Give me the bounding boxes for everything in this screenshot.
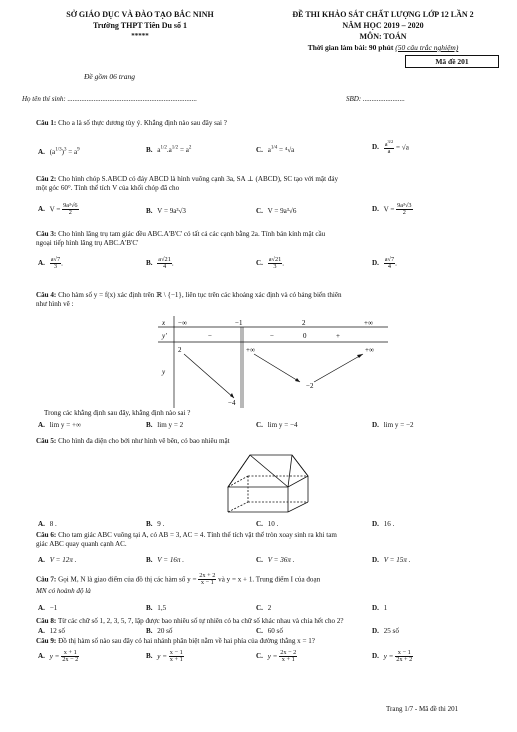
frac-num: a√7 bbox=[384, 256, 395, 263]
question-9 bbox=[36, 637, 496, 646]
q1-option-c[interactable]: C. $a^{1/4} = ^4√a$ bbox=[256, 146, 295, 155]
subject: MÔN: TOÁN bbox=[359, 32, 407, 41]
option-value: V = 16π . bbox=[157, 556, 185, 564]
arrow-head bbox=[295, 378, 300, 382]
option-value: 8 . bbox=[49, 520, 57, 528]
q1-option-a[interactable]: A. $(a^{1/3})^3 = a^9$ bbox=[38, 148, 80, 157]
option-letter: D. bbox=[372, 421, 379, 429]
option-letter: C. bbox=[256, 556, 263, 564]
option-value: lim y = −4 bbox=[267, 421, 298, 429]
option-value: lim y = 2 bbox=[157, 421, 184, 429]
y-value: −2 bbox=[306, 382, 314, 390]
question-text-2: giác ABC quay quanh cạnh AC. bbox=[36, 539, 127, 548]
q8-option-a[interactable] bbox=[38, 627, 65, 636]
time-text: Thời gian làm bài: 90 phút bbox=[307, 43, 394, 52]
q4-option-d[interactable] bbox=[372, 421, 414, 430]
question-label: Câu 6: bbox=[36, 531, 57, 539]
department-name: SỞ GIÁO DỤC VÀ ĐÀO TẠO BẮC NINH bbox=[66, 10, 214, 19]
q3-option-c[interactable]: C. $\frac{a√21}{3}$ . bbox=[256, 256, 285, 271]
option-value: 1,5 bbox=[157, 604, 167, 612]
arrow-head bbox=[357, 354, 363, 358]
frac-num: 2x − 2 bbox=[280, 649, 297, 656]
option-letter: B. bbox=[146, 604, 153, 612]
option-letter: C. bbox=[256, 207, 263, 215]
q2-option-d[interactable] bbox=[372, 203, 413, 217]
x-row-label: x bbox=[162, 319, 166, 327]
option-letter: B. bbox=[146, 627, 153, 635]
q4-options bbox=[38, 418, 498, 434]
option-value: −1 bbox=[49, 604, 58, 612]
option-value: 60 số bbox=[267, 627, 283, 635]
frac-den: x + 1 bbox=[281, 656, 295, 664]
option-letter: A. bbox=[38, 604, 45, 612]
frac-den: 2x − 2 bbox=[62, 656, 79, 664]
option-value: 16 . bbox=[383, 520, 395, 528]
x-value: −1 bbox=[235, 319, 243, 327]
q8-option-b[interactable] bbox=[146, 627, 172, 636]
frac-den: 3 bbox=[53, 263, 57, 271]
option-letter: D. bbox=[372, 627, 379, 635]
option-value: 2 bbox=[267, 604, 272, 612]
q9-option-d[interactable]: D. y = $\frac{x - 1}{2x + 2}$ bbox=[372, 649, 413, 664]
option-value: lim y = +∞ bbox=[49, 421, 82, 429]
polyhedron-figure bbox=[222, 452, 314, 516]
option-letter: A. bbox=[38, 556, 45, 564]
option-value: V = 9a³√3 bbox=[157, 207, 186, 215]
q3-option-b[interactable]: B. $\frac{a√21}{4}$ . bbox=[146, 256, 174, 271]
q6-option-d[interactable] bbox=[372, 556, 410, 565]
option-value: V = 12π . bbox=[49, 556, 77, 564]
question-3 bbox=[36, 230, 496, 248]
q1-option-b[interactable]: B. $a^{1/2}.a^{1/2} = a^2$ bbox=[146, 146, 192, 155]
yprime-sign: − bbox=[270, 332, 274, 340]
option-letter: C. bbox=[256, 146, 263, 155]
q6-option-b[interactable] bbox=[146, 556, 184, 565]
option-letter: B. bbox=[146, 207, 153, 215]
q9-options bbox=[38, 650, 498, 670]
option-letter: A. bbox=[38, 421, 45, 429]
page-footer: Trang 1/7 - Mã đề thi 201 bbox=[386, 705, 459, 713]
increase-arrow bbox=[314, 354, 363, 382]
question-text-2: một góc 60°. Tính thể tích V của khối chóp đã cho bbox=[36, 183, 180, 192]
option-letter: A. bbox=[38, 148, 45, 157]
option-letter: C. bbox=[256, 421, 263, 429]
frac-num: a√7 bbox=[50, 256, 61, 263]
q9-option-a[interactable]: A. y = $\frac{x + 1}{2x - 2}$ bbox=[38, 649, 79, 664]
yprime-sign: + bbox=[336, 332, 340, 340]
q4-option-c[interactable] bbox=[256, 421, 298, 430]
q7-option-b[interactable] bbox=[146, 604, 166, 613]
q2-option-b[interactable] bbox=[146, 207, 186, 216]
x-value: +∞ bbox=[364, 319, 373, 327]
q4-prompt: Trong các khẳng định sau đây, khẳng định nào sai ? bbox=[44, 409, 191, 417]
question-text: Cho hàm số y = f(x) xác định trên ℝ \ {−1}, liên tục trên các khoảng xác định và có bảng biến thiên bbox=[58, 291, 342, 299]
option-letter: D. bbox=[372, 259, 379, 268]
option-value: V = bbox=[383, 205, 397, 214]
option-letter: B. bbox=[146, 520, 153, 528]
question-text: Từ các chữ số 1, 2, 3, 5, 7, lập được bao nhiêu số tự nhiên có ba chữ số khác nhau và chia hết cho 2? bbox=[57, 617, 344, 625]
yprime-row-label: y' bbox=[162, 332, 167, 340]
q7-option-a[interactable] bbox=[38, 604, 57, 613]
question-6 bbox=[36, 531, 496, 549]
option-letter: B. bbox=[146, 259, 153, 268]
yprime-sign: − bbox=[208, 332, 212, 340]
pages-note: Đề gồm 06 trang bbox=[84, 72, 136, 81]
yprime-sign: 0 bbox=[303, 332, 307, 340]
question-label: Câu 5: bbox=[36, 437, 57, 445]
frac-num: x + 1 bbox=[61, 650, 79, 657]
question-label: Câu 1: bbox=[36, 119, 57, 127]
option-value: V = 15π . bbox=[383, 556, 411, 564]
question-label: Câu 2: bbox=[36, 175, 57, 183]
question-5 bbox=[36, 437, 496, 446]
option-letter: B. bbox=[146, 556, 153, 564]
frac-den: 2 bbox=[68, 209, 72, 217]
y-value: +∞ bbox=[246, 346, 255, 354]
frac-den: x + 1 bbox=[169, 656, 183, 664]
q8-option-c[interactable] bbox=[256, 627, 283, 636]
frac-num: 2x + 2 bbox=[199, 572, 216, 579]
q6-option-c[interactable] bbox=[256, 556, 294, 565]
option-letter: B. bbox=[146, 146, 153, 155]
time-note: (50 câu trắc nghiệm) bbox=[395, 43, 459, 52]
question-text-b: và y = x + 1. Trung điểm I của đoạn bbox=[218, 575, 321, 584]
frac-num: x − 1 bbox=[169, 649, 183, 656]
frac-den: 4 bbox=[387, 263, 391, 271]
option-letter: D. bbox=[372, 143, 379, 152]
decrease-arrow bbox=[254, 354, 300, 382]
x-value: 2 bbox=[302, 319, 306, 327]
y-value: 2 bbox=[178, 346, 182, 354]
option-letter: C. bbox=[256, 259, 263, 268]
question-7 bbox=[36, 573, 496, 595]
school-year: NĂM HỌC 2019 – 2020 bbox=[342, 21, 424, 30]
stars: ***** bbox=[131, 32, 149, 40]
option-letter: D. bbox=[372, 205, 379, 214]
y-value: +∞ bbox=[365, 346, 374, 354]
q7-option-d[interactable] bbox=[372, 604, 387, 613]
option-value: V = bbox=[49, 205, 63, 214]
option-letter: A. bbox=[38, 520, 45, 528]
option-letter: A. bbox=[38, 259, 45, 268]
x-value: −∞ bbox=[178, 319, 187, 327]
question-text: Gọi M, N là giao điểm của đồ thị các hàm số y = bbox=[58, 575, 197, 584]
option-value: 20 số bbox=[157, 627, 173, 635]
question-text: Cho hình lăng trụ tam giác đều ABC.A'B'C' có tất cả các cạnh bằng 2a. Tính bán kính mặt cầu bbox=[58, 230, 326, 238]
option-letter: C. bbox=[256, 652, 263, 661]
option-letter: A. bbox=[38, 627, 45, 635]
frac-num: 9a³√6 bbox=[63, 202, 78, 209]
option-letter: D. bbox=[372, 604, 379, 612]
q1-option-d[interactable]: D. $\frac{a^{3/2}}{a}$ = √a bbox=[372, 139, 409, 156]
frac-num: 9a³√3 bbox=[397, 202, 412, 209]
option-value: V = 9a³√6 bbox=[267, 207, 297, 215]
option-value: lim y = −2 bbox=[383, 421, 414, 429]
q1-options bbox=[38, 140, 498, 166]
question-1 bbox=[36, 119, 496, 128]
option-value: V = 36π . bbox=[267, 556, 295, 564]
question-text: Cho tam giác ABC vuông tại A, có AB = 3, AC = 4. Tính thể tích vật thể tròn xoay sinh ra khi tam bbox=[58, 531, 337, 539]
q8-option-d[interactable] bbox=[372, 627, 399, 636]
question-text: Cho a là số thực dương tùy ý. Khẳng định nào sau đây sai ? bbox=[58, 119, 227, 127]
q9-option-c[interactable]: C. y = $\frac{2x - 2}{x + 1}$ bbox=[256, 649, 297, 664]
question-2 bbox=[36, 175, 496, 193]
question-label: Câu 7: bbox=[36, 575, 57, 584]
y-value: −4 bbox=[228, 399, 236, 407]
option-letter: C. bbox=[256, 520, 263, 528]
q5-option-b[interactable] bbox=[146, 520, 164, 529]
candidate-number-line: SBD: ........................ bbox=[346, 95, 405, 103]
option-value: 25 số bbox=[383, 627, 399, 635]
y-row-label: y bbox=[162, 368, 166, 376]
q3-option-d[interactable]: D. $\frac{a√7}{4}$ . bbox=[372, 256, 397, 271]
q6-option-a[interactable] bbox=[38, 556, 76, 565]
option-value: 10 . bbox=[267, 520, 279, 528]
question-label: Câu 9: bbox=[36, 637, 57, 645]
frac-den: 3 bbox=[273, 263, 277, 271]
exam-time bbox=[258, 43, 508, 52]
question-text: Cho hình đa diện cho bởi như hình vẽ bên, có bao nhiêu mặt bbox=[58, 437, 230, 445]
frac-den: 2x + 2 bbox=[396, 656, 413, 664]
frac-num: a√21 bbox=[158, 256, 171, 263]
option-letter: D. bbox=[372, 520, 379, 528]
question-text-2: ngoại tiếp hình lăng trụ ABC.A'B'C' bbox=[36, 238, 139, 247]
option-value: 9 . bbox=[157, 520, 165, 528]
question-text: Đồ thị hàm số nào sau đây có hai nhánh phân biệt nằm về hai phía của đường thẳng x = 1? bbox=[58, 637, 315, 645]
q2-options bbox=[38, 203, 498, 223]
q7-options bbox=[38, 604, 498, 618]
frac-den: 4 bbox=[163, 263, 167, 271]
frac-num: a√21 bbox=[268, 256, 282, 263]
option-value: 1 bbox=[383, 604, 388, 612]
candidate-name-line: Họ tên thí sinh: .......................................................................... bbox=[22, 95, 197, 103]
decrease-arrow bbox=[184, 354, 234, 398]
q4-option-b[interactable] bbox=[146, 421, 183, 430]
question-text-2: MN có hoành độ là bbox=[36, 586, 91, 595]
q2-option-c[interactable] bbox=[256, 207, 296, 216]
frac-den: x − 1 bbox=[200, 579, 214, 587]
option-letter: C. bbox=[256, 604, 263, 612]
q4-option-a[interactable] bbox=[38, 421, 81, 430]
option-letter: B. bbox=[146, 421, 153, 429]
option-letter: A. bbox=[38, 652, 45, 661]
exam-code-box: Mã đề 201 bbox=[405, 55, 499, 68]
school-name: Trường THPT Tiên Du số 1 bbox=[92, 21, 188, 30]
option-letter: D. bbox=[372, 556, 379, 564]
option-letter: D. bbox=[372, 652, 379, 661]
question-label: Câu 3: bbox=[36, 230, 57, 238]
option-value: 12 số bbox=[49, 627, 65, 635]
arrow-head bbox=[230, 393, 234, 398]
question-label: Câu 8: bbox=[36, 617, 57, 625]
option-letter: A. bbox=[38, 205, 45, 214]
q3-option-a[interactable]: A. $\frac{a√7}{3}$ . bbox=[38, 256, 63, 271]
q5-option-a[interactable] bbox=[38, 520, 57, 529]
q5-option-d[interactable] bbox=[372, 520, 394, 529]
q6-options bbox=[38, 556, 498, 570]
variation-table bbox=[158, 316, 388, 408]
question-8 bbox=[36, 617, 496, 626]
q9-option-b[interactable]: B. y = $\frac{x - 1}{x + 1}$ bbox=[146, 649, 183, 664]
option-letter: B. bbox=[146, 652, 153, 661]
question-text: Cho hình chóp S.ABCD có đáy ABCD là hình vuông cạnh 3a, SA ⊥ (ABCD), SC tạo với mặt đáy bbox=[58, 175, 339, 183]
question-label: Câu 4: bbox=[36, 291, 57, 299]
frac-num: x − 1 bbox=[395, 650, 413, 657]
q5-option-c[interactable] bbox=[256, 520, 278, 529]
frac-den: 2 bbox=[402, 209, 406, 217]
q7-option-c[interactable] bbox=[256, 604, 271, 613]
exam-title: ĐỀ THI KHẢO SÁT CHẤT LƯỢNG LỚP 12 LẦN 2 bbox=[292, 10, 474, 19]
question-4 bbox=[36, 291, 496, 309]
q3-options bbox=[38, 257, 498, 277]
option-letter: C. bbox=[256, 627, 263, 635]
question-text-2: như hình vẽ : bbox=[36, 299, 74, 308]
q2-option-a[interactable] bbox=[38, 203, 79, 217]
